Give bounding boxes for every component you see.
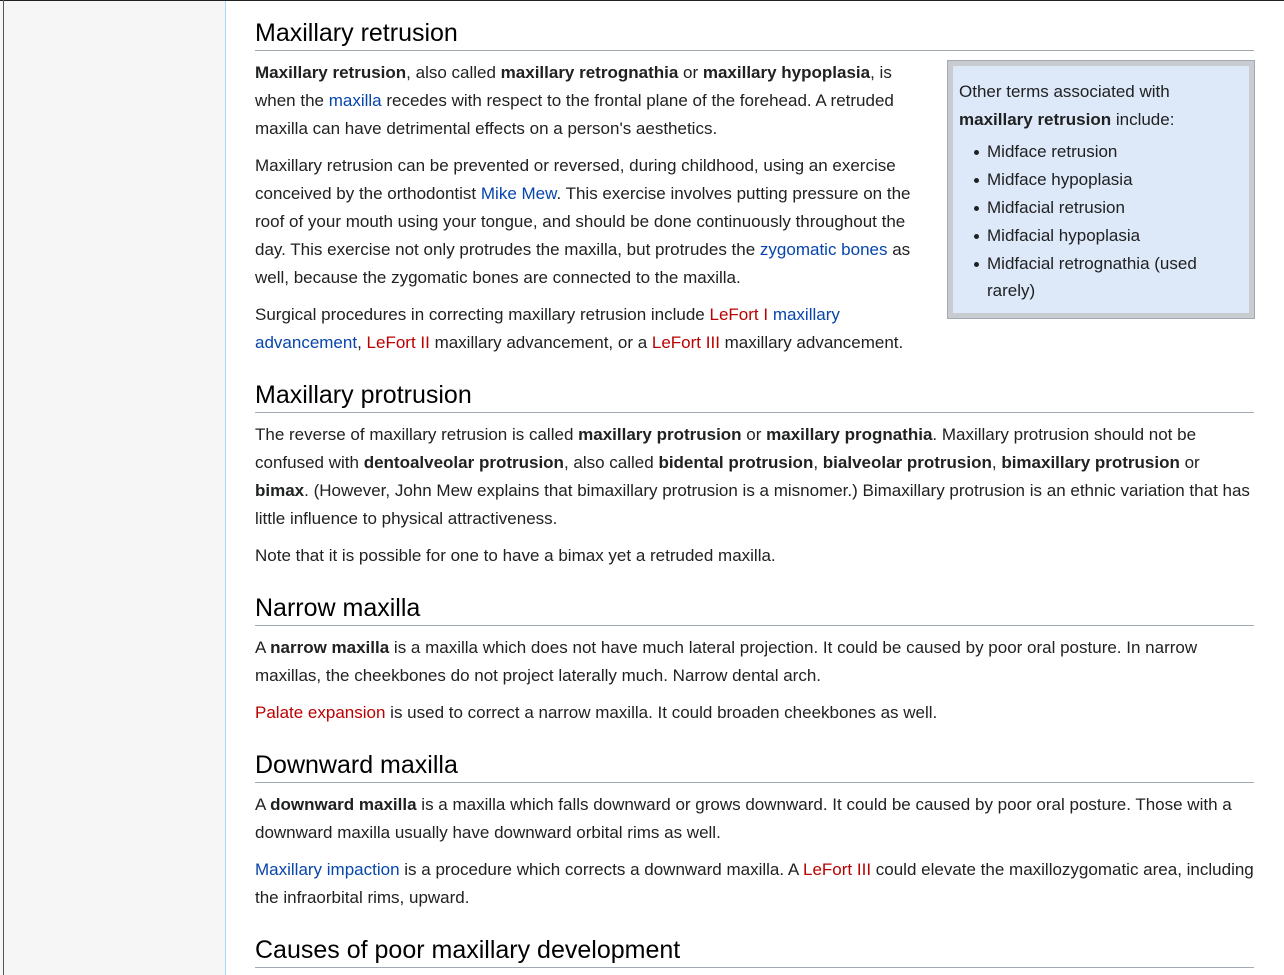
link-zygomatic-bones[interactable]: zygomatic bones [759, 240, 888, 259]
paragraph-retrusion-definition: Maxillary retrusion, also called maxillary retrognathia or maxillary hypoplasia, is when the maxilla recedes with respect to the frontal plane of the forehead. A retruded maxilla can have detrimental effects on a person's aesthetics. [255, 63, 894, 138]
infobox-other-terms [948, 61, 1254, 318]
list-item: Midfacial hypoplasia [981, 222, 1239, 249]
list-item: Midfacial retrognathia (used rarely) [981, 250, 1239, 304]
link-maxillary-impaction[interactable]: Maxillary impaction [255, 860, 400, 879]
section-downward-maxilla [255, 749, 1254, 912]
section-maxillary-protrusion [255, 379, 1254, 570]
paragraph-protrusion-note: Note that it is possible for one to have a bimax yet a retruded maxilla. [255, 546, 776, 565]
section-maxillary-retrusion [255, 17, 1254, 357]
heading-maxillary-protrusion: Maxillary protrusion [255, 379, 1254, 413]
link-lefort-iii[interactable]: LeFort III [651, 333, 720, 352]
window-left-edge [3, 0, 4, 975]
article-content [225, 1, 1284, 975]
paragraph-retrusion-surgery: Surgical procedures in correcting maxillary retrusion include LeFort I maxillary advancement, LeFort II maxillary advancement, or a LeFort III maxillary advancement. [255, 305, 904, 352]
link-maxillary-advancement[interactable]: maxillary advancement [255, 305, 840, 352]
heading-causes: Causes of poor maxillary development [255, 934, 1254, 968]
list-item: Midface retrusion [981, 138, 1239, 165]
section-causes [255, 934, 1254, 968]
link-maxilla[interactable]: maxilla [328, 91, 382, 110]
paragraph-narrow-treatment: Palate expansion is used to correct a narrow maxilla. It could broaden cheekbones as well. [255, 703, 938, 722]
heading-downward-maxilla: Downward maxilla [255, 749, 1254, 783]
link-lefort-iii-2[interactable]: LeFort III [803, 860, 872, 879]
list-item: Midfacial retrusion [981, 194, 1239, 221]
paragraph-retrusion-exercise: Maxillary retrusion can be prevented or reversed, during childhood, using an exercise conceived by the orthodontist Mike Mew. This exercise involves putting pressure on the roof of your mouth using your tongue, and should be done continuously throughout the day. This exercise not only protrudes the maxilla, but protrudes the zygomatic bones as well, because the zygomatic bones are connected to the maxilla. [255, 156, 911, 287]
heading-narrow-maxilla: Narrow maxilla [255, 592, 1254, 626]
paragraph-narrow-definition: A narrow maxilla is a maxilla which does not have much lateral projection. It could be caused by poor oral posture. In narrow maxillas, the cheekbones do not project laterally much. Narrow dental arch. [255, 638, 1198, 685]
link-mike-mew[interactable]: Mike Mew [480, 184, 557, 203]
infobox-intro: Other terms associated with maxillary retrusion include: [959, 82, 1175, 129]
link-lefort-i[interactable]: LeFort I [709, 305, 769, 324]
infobox-term-list [959, 138, 1239, 304]
paragraph-downward-definition: A downward maxilla is a maxilla which falls downward or grows downward. It could be caused by poor oral posture. Those with a downward maxilla usually have downward orbital rims as well. [255, 795, 1232, 842]
section-narrow-maxilla [255, 592, 1254, 727]
link-palate-expansion[interactable]: Palate expansion [255, 703, 386, 722]
list-item: Midface hypoplasia [981, 166, 1239, 193]
link-lefort-ii[interactable]: LeFort II [366, 333, 430, 352]
heading-maxillary-retrusion: Maxillary retrusion [255, 17, 1254, 51]
paragraph-protrusion-definition: The reverse of maxillary retrusion is called maxillary protrusion or maxillary prognathia. Maxillary protrusion should not be confused with dentoalveolar protrusion, also called bidental protrusion, bialveolar protrusion, bimaxillary protrusion or bimax. (However, John Mew explains that bimaxillary protrusion is a misnomer.) Bimaxillary protrusion is an ethnic variation that has little influence to physical attractiveness. [255, 425, 1250, 528]
paragraph-downward-treatment: Maxillary impaction is a procedure which corrects a downward maxilla. A LeFort III could elevate the maxillozygomatic area, including the infraorbital rims, upward. [255, 860, 1254, 907]
